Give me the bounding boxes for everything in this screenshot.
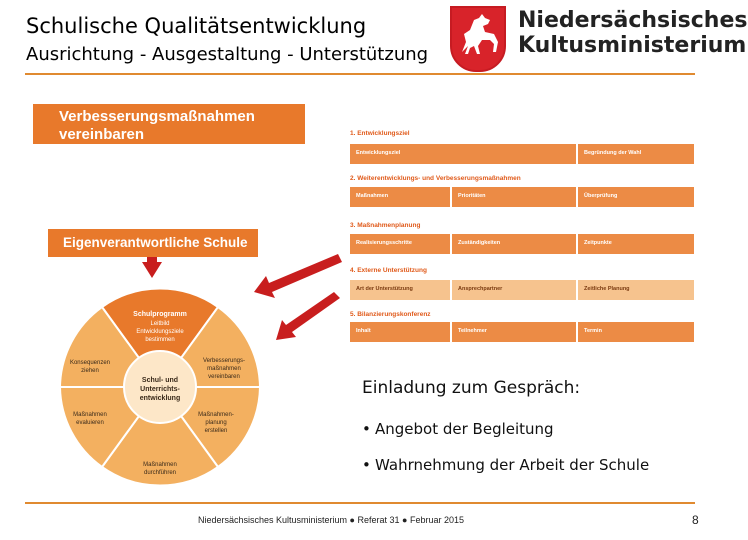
measures-banner (33, 104, 305, 144)
cycle-lower-left-1: Maßnahmen (73, 412, 107, 418)
form-section-3: 3. Maßnahmenplanung (350, 222, 421, 229)
form-cell: Ansprechpartner (452, 280, 576, 300)
ministry-line-2: Kultusministerium (518, 33, 747, 58)
form-cell: Überprüfung (578, 187, 694, 207)
measures-banner-line-2: vereinbaren (59, 126, 145, 143)
footer-divider (25, 502, 695, 504)
slide-title: Schulische Qualitätsentwicklung (26, 14, 367, 38)
form-cell: Maßnahmen (350, 187, 450, 207)
cycle-upper-left-1: Konsequenzen (69, 360, 111, 366)
school-banner: Eigenverantwortliche Schule (48, 229, 258, 257)
cycle-upper-left-2: ziehen (81, 368, 99, 374)
bullet-icon: • (362, 420, 371, 438)
cycle-center-3: entwicklung (139, 395, 181, 402)
form-cell: Zeitliche Planung (578, 280, 694, 300)
cycle-lower-left-2: evaluieren (76, 420, 104, 426)
lower-saxony-horse-crest-icon (450, 6, 506, 72)
cycle-bottom-2: durchführen (143, 470, 177, 476)
form-section-1: 1. Entwicklungsziel (350, 130, 410, 137)
cycle-lower-right-3: erstellen (204, 428, 228, 434)
page-number: 8 (692, 513, 699, 527)
cycle-upper-right-1: Verbesserungs- (202, 358, 246, 364)
form-row-2 (350, 187, 694, 207)
cycle-center-1: Schul- und (141, 377, 179, 384)
cycle-lower-right-1: Maßnahmen- (198, 412, 234, 418)
header-divider (25, 73, 695, 75)
bullet-item-1 (362, 420, 554, 438)
bullet-item-2 (362, 456, 649, 474)
measures-form (346, 126, 696, 352)
form-cell: Prioritäten (452, 187, 576, 207)
bullet-text-1: Angebot der Begleitung (375, 420, 554, 438)
bullet-text-2: Wahrnehmung der Arbeit der Schule (375, 456, 650, 474)
cycle-bottom-1: Maßnahmen (143, 462, 177, 468)
red-arrow-icon (250, 240, 350, 350)
form-cell: Inhalt (350, 322, 450, 342)
form-section-5: 5. Bilanzierungskonferenz (350, 311, 431, 318)
bullet-icon: • (362, 456, 371, 474)
form-row-4 (350, 280, 694, 300)
down-arrow-icon (142, 262, 162, 278)
invitation-heading: Einladung zum Gespräch: (362, 378, 581, 398)
cycle-lower-right-2: planung (205, 420, 227, 426)
cycle-top-sub1: Leitbild (150, 321, 170, 327)
form-cell: Art der Unterstützung (350, 280, 450, 300)
cycle-top-title: Schulprogramm (133, 311, 187, 318)
cycle-upper-right-3: vereinbaren (208, 374, 240, 380)
ministry-line-1: Niedersächsisches (518, 8, 748, 33)
cycle-center-2: Unterrichts- (140, 386, 180, 393)
cycle-top-sub2: Entwicklungsziele (136, 329, 184, 335)
footer-text: Niedersächsisches Kultusministerium ● Referat 31 ● Februar 2015 (198, 515, 464, 525)
form-row-5 (350, 322, 694, 342)
measures-banner-line-1: Verbesserungsmaßnahmen (59, 108, 255, 125)
form-cell: Entwicklungsziel (350, 144, 576, 164)
quality-cycle-diagram (50, 282, 270, 492)
cycle-top-sub3: bestimmen (145, 337, 175, 343)
form-row-1 (350, 144, 694, 164)
form-cell: Termin (578, 322, 694, 342)
ministry-logo-text (518, 8, 748, 58)
form-section-4: 4. Externe Unterstützung (350, 267, 427, 274)
cycle-upper-right-2: maßnahmen (207, 366, 241, 372)
form-cell: Begründung der Wahl (578, 144, 694, 164)
form-cell: Teilnehmer (452, 322, 576, 342)
form-cell: Zuständigkeiten (452, 234, 576, 254)
slide-subtitle: Ausrichtung - Ausgestaltung - Unterstützung (26, 44, 429, 65)
form-section-2: 2. Weiterentwicklungs- und Verbesserungsmaßnahmen (350, 175, 521, 182)
form-cell: Zeitpunkte (578, 234, 694, 254)
form-row-3 (350, 234, 694, 254)
form-cell: Realisierungsschritte (350, 234, 450, 254)
